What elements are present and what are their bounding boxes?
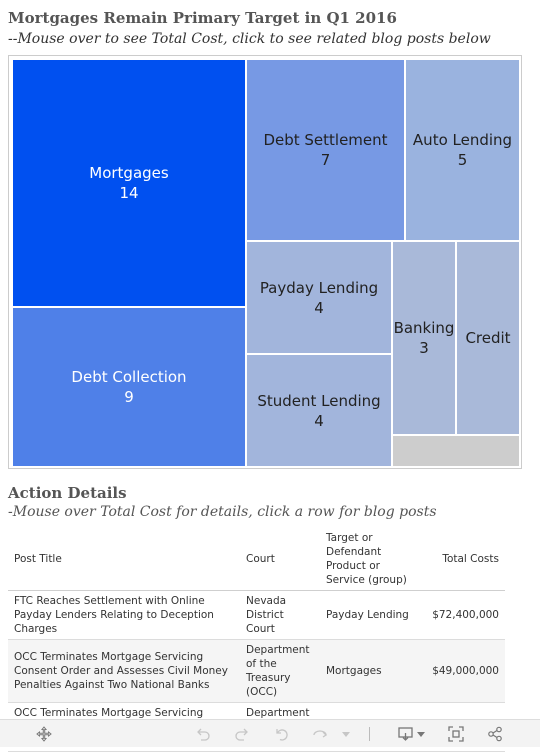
- column-header-total-costs[interactable]: Total Costs: [420, 528, 505, 591]
- details-title: Action Details: [8, 484, 127, 502]
- share-icon[interactable]: [485, 724, 505, 744]
- treemap-value: 4: [314, 298, 324, 317]
- toolbar-divider: [369, 727, 370, 741]
- cell-court: Department: [240, 703, 320, 752]
- treemap-cell-auto-lending[interactable]: [405, 59, 520, 241]
- dashboard-subtitle: --Mouse over to see Total Cost, click to see related blog posts below: [8, 31, 491, 47]
- column-header-post-title[interactable]: Post Title: [8, 528, 240, 591]
- treemap-chart: [8, 55, 522, 469]
- details-subtitle: -Mouse over Total Cost for details, click a row for blog posts: [8, 504, 437, 520]
- treemap-label: Mortgages: [89, 164, 169, 182]
- treemap-value: 9: [124, 388, 134, 406]
- treemap-label: Debt Collection: [71, 368, 187, 386]
- fullscreen-icon[interactable]: [446, 724, 466, 744]
- cell-post-title: OCC Terminates Mortgage Servicing: [8, 703, 240, 752]
- treemap-label: Auto Lending: [412, 131, 513, 149]
- refresh-icon[interactable]: [310, 724, 330, 744]
- column-header-court[interactable]: Court: [240, 528, 320, 591]
- treemap-label: Payday Lending: [259, 278, 379, 297]
- viz-toolbar: [0, 719, 540, 747]
- download-icon[interactable]: [396, 724, 428, 744]
- treemap-label: Student Lending: [257, 391, 381, 410]
- treemap-value: 14: [119, 184, 139, 202]
- cell-court: Nevada District Court: [240, 591, 320, 640]
- treemap-label: Credit: [465, 329, 511, 347]
- treemap-cell-banking[interactable]: [392, 241, 456, 435]
- table-row[interactable]: [8, 591, 505, 640]
- cell-post-title: FTC Reaches Settlement with Online Payday Lenders Relating to Deception Charges: [8, 591, 240, 640]
- table-header-row: [8, 528, 505, 591]
- cell-target: Payday Lending: [320, 591, 420, 640]
- cell-post-title: OCC Terminates Mortgage Servicing Consent Order and Assesses Civil Money Penalties Against Two National Banks: [8, 640, 240, 703]
- undo-icon[interactable]: [193, 724, 213, 744]
- treemap-cell-debt-settlement[interactable]: [246, 59, 405, 241]
- treemap-cell-credit[interactable]: [456, 241, 520, 435]
- treemap-cell-student-lending[interactable]: [246, 354, 392, 467]
- treemap-value: 3: [419, 339, 429, 357]
- treemap-value: 7: [320, 151, 331, 169]
- treemap-value: 4: [314, 411, 324, 430]
- cell-court: Department of the Treasury (OCC): [240, 640, 320, 703]
- treemap-label: Debt Settlement: [263, 131, 388, 149]
- table-row[interactable]: [8, 640, 505, 703]
- treemap-cell-mortgages[interactable]: [12, 59, 246, 307]
- column-header-target[interactable]: Target or Defendant Product or Service (group): [320, 528, 420, 591]
- cell-target: Mortgages: [320, 640, 420, 703]
- redo-icon[interactable]: [232, 724, 252, 744]
- cell-total-costs[interactable]: $72,400,000: [420, 591, 505, 640]
- treemap-cell-payday-lending[interactable]: [246, 241, 392, 354]
- revert-icon[interactable]: [272, 724, 292, 744]
- move-icon[interactable]: [34, 724, 54, 744]
- cell-total-costs[interactable]: $49,000,000: [420, 640, 505, 703]
- dashboard-title: Mortgages Remain Primary Target in Q1 2016: [8, 9, 397, 27]
- pause-dropdown-icon[interactable]: [336, 724, 356, 744]
- treemap-cell-other[interactable]: [392, 435, 520, 467]
- treemap-label: Banking: [393, 319, 455, 337]
- treemap-cell-debt-collection[interactable]: [12, 307, 246, 467]
- treemap-value: 5: [457, 151, 468, 169]
